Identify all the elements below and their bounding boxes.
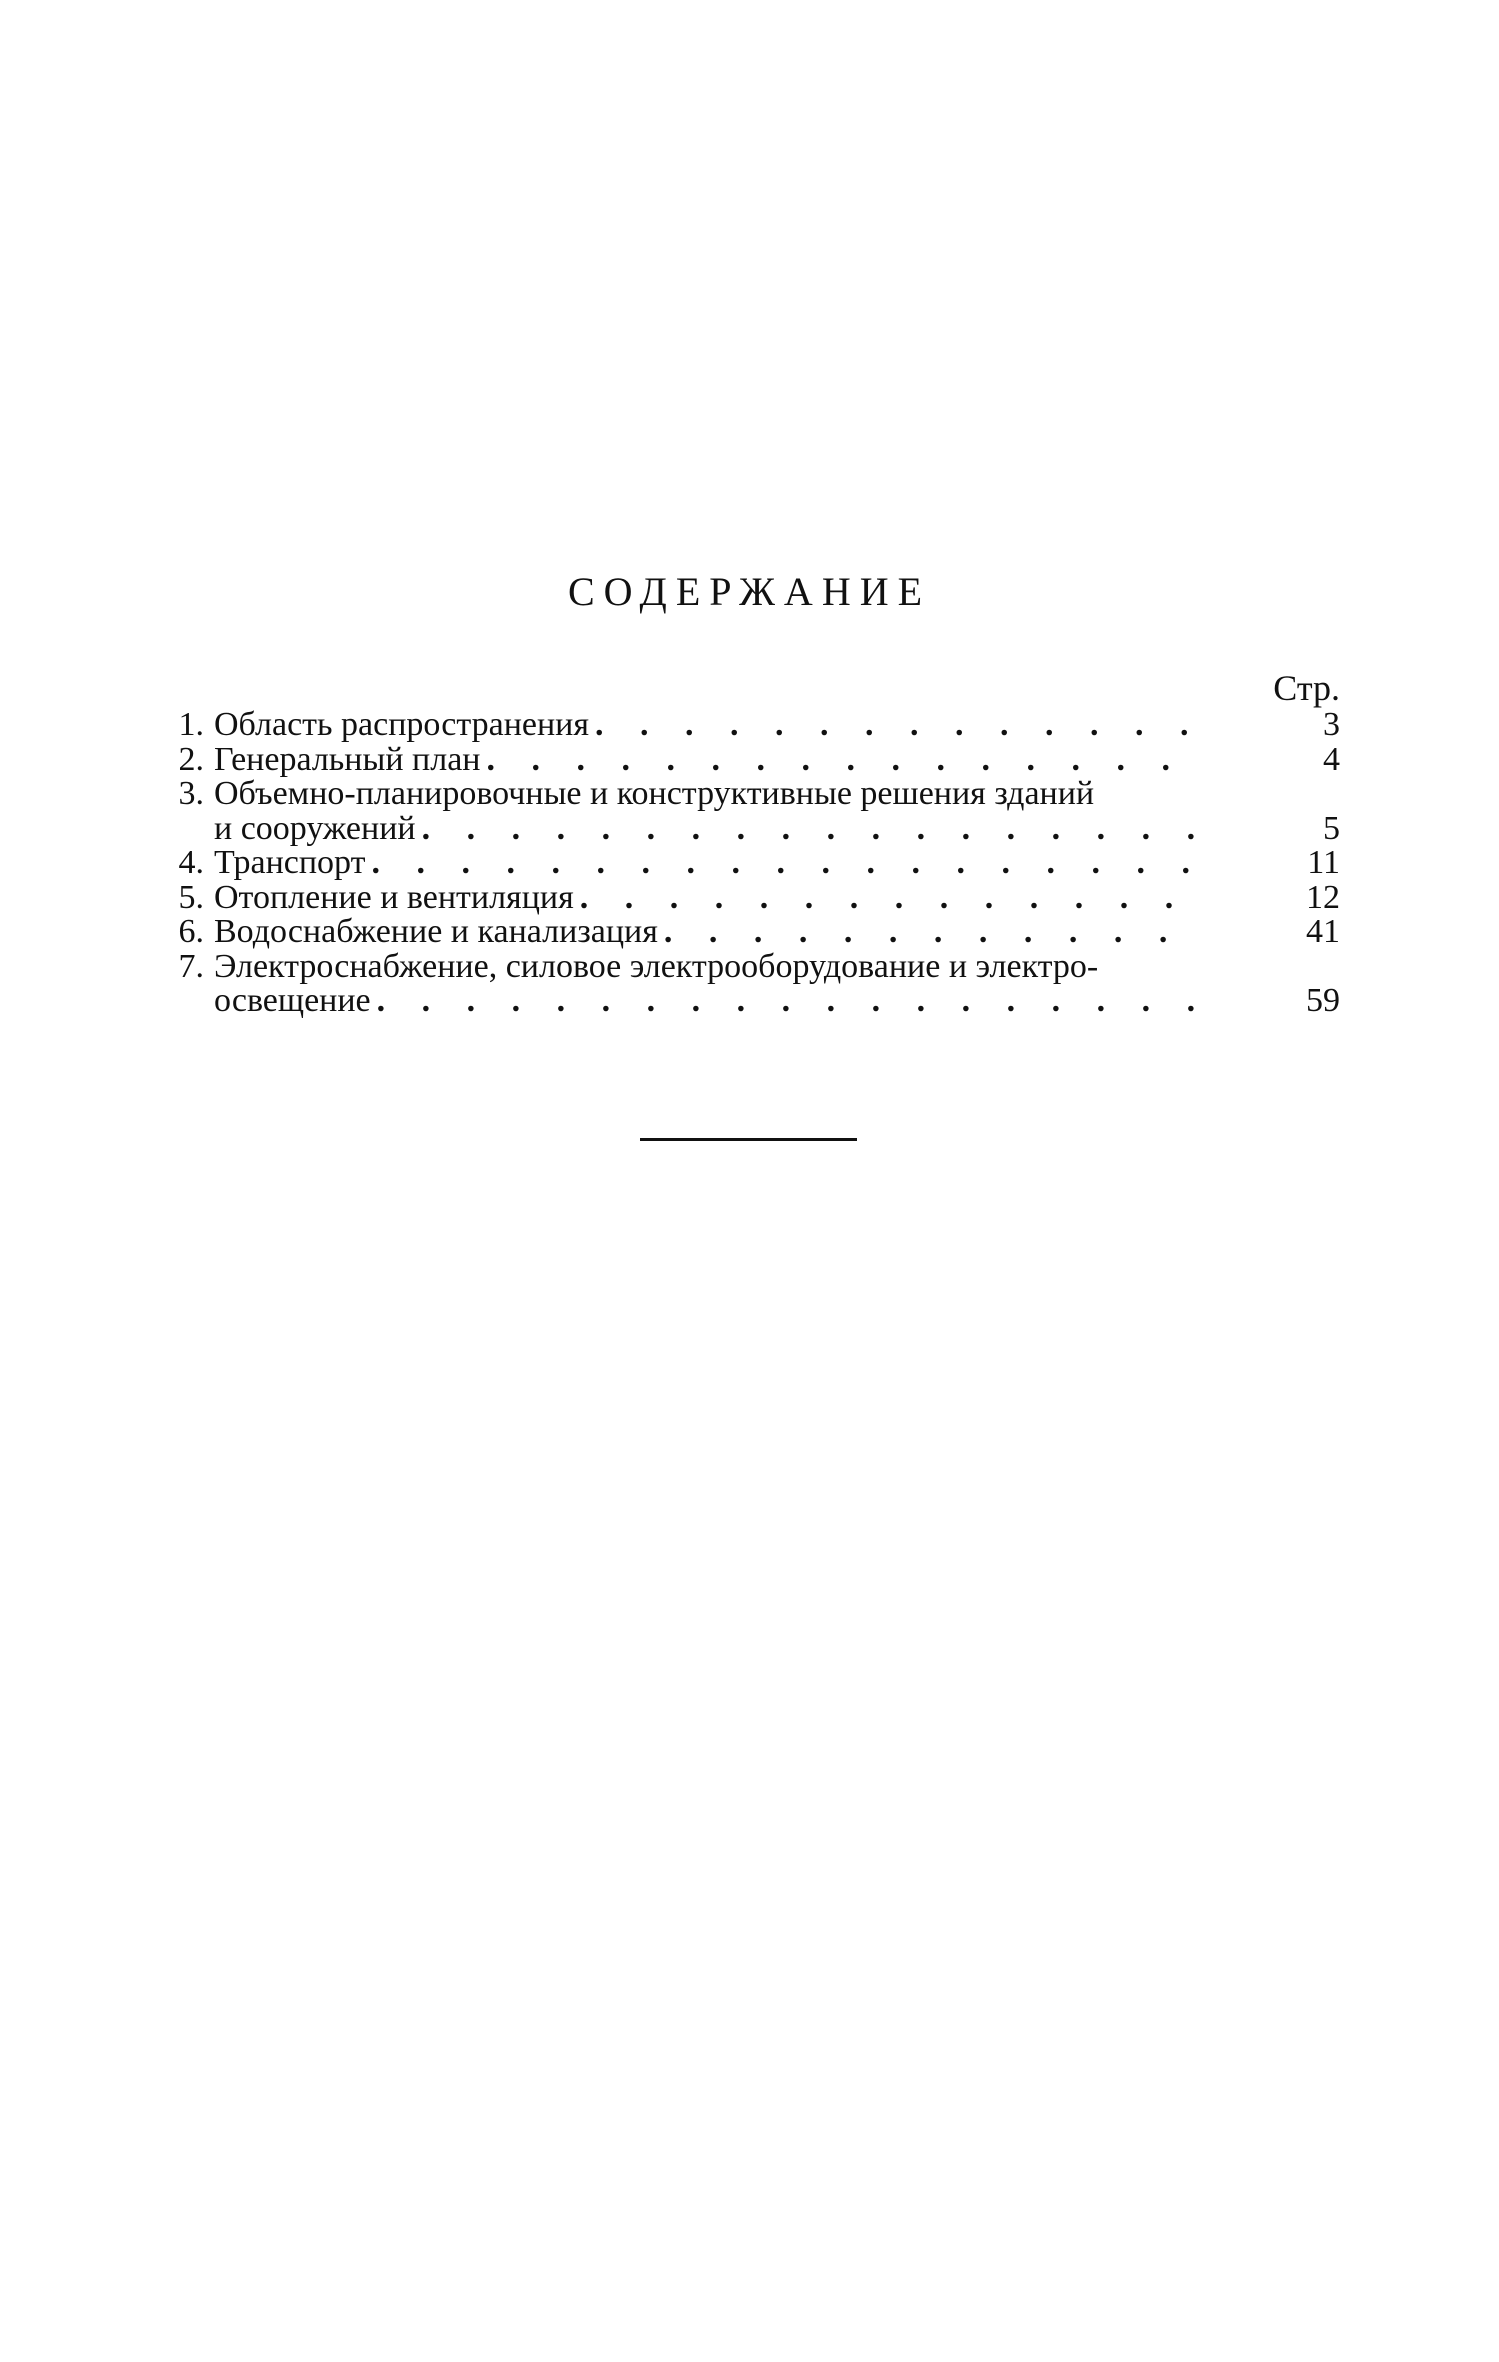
toc-entry-text: Электроснабжение, силовое электрооборудование и электро-: [214, 949, 1099, 984]
toc-entry-title: [214, 950, 1270, 1019]
dot-leader: [658, 915, 1204, 950]
toc-entry-text: Водоснабжение и канализация: [214, 915, 658, 950]
toc-entry: [160, 915, 1340, 950]
toc-entry: [160, 846, 1340, 881]
toc-entry-text: Отопление и вентиляция: [214, 880, 574, 915]
toc-entry-text: Генеральный план: [214, 742, 481, 777]
toc-entry-text: Объемно-планировочные и конструктивные решения зданий: [214, 777, 1095, 812]
toc-entry-page: 4: [1323, 740, 1340, 778]
toc-entry-number: 4.: [178, 844, 204, 881]
toc-entry-title: [214, 915, 1270, 950]
toc-entry-text: Область распространения: [214, 708, 590, 743]
dot-leader: [365, 846, 1204, 881]
toc-entry: [160, 740, 1340, 778]
toc-entry-page: 5: [1323, 809, 1340, 847]
toc-entry-title: [214, 743, 1270, 778]
toc-entry-page: 59: [1306, 982, 1340, 1019]
toc-heading: СОДЕРЖАНИЕ: [567, 569, 932, 614]
page-column-label: Стр.: [1273, 668, 1340, 708]
dot-leader: [416, 812, 1204, 847]
toc-entry-text: Транспорт: [214, 846, 366, 881]
toc-entry-text-continued: и сооружений: [214, 811, 416, 846]
section-divider-rule: [641, 1138, 857, 1141]
toc-entry-title: [214, 881, 1270, 916]
toc-entry-title: [214, 708, 1270, 743]
toc-entry: [160, 878, 1340, 916]
table-of-contents: [160, 668, 1340, 1019]
toc-entry: [160, 777, 1340, 846]
toc-entry-page: 41: [1306, 913, 1340, 950]
toc-entry-number: 1.: [178, 706, 204, 743]
toc-entry-number: 7.: [178, 947, 204, 985]
toc-entry-page: 11: [1307, 844, 1340, 881]
toc-entry-title: [214, 846, 1270, 881]
toc-entry-number: 5.: [178, 878, 204, 916]
toc-entry-number: 2.: [178, 740, 204, 778]
dot-leader: [574, 881, 1204, 916]
dot-leader: [589, 708, 1204, 743]
toc-entry: [160, 708, 1340, 743]
toc-entry-title: [214, 777, 1270, 846]
toc-entry-page: 3: [1323, 706, 1340, 743]
toc-entry-number: 3.: [178, 775, 204, 812]
dot-leader: [371, 984, 1204, 1019]
toc-entry: [160, 947, 1340, 1019]
toc-entry-number: 6.: [178, 913, 204, 950]
dot-leader: [481, 743, 1205, 778]
toc-entry-page: 12: [1306, 878, 1340, 916]
toc-entry-text-continued: освещение: [214, 984, 371, 1019]
